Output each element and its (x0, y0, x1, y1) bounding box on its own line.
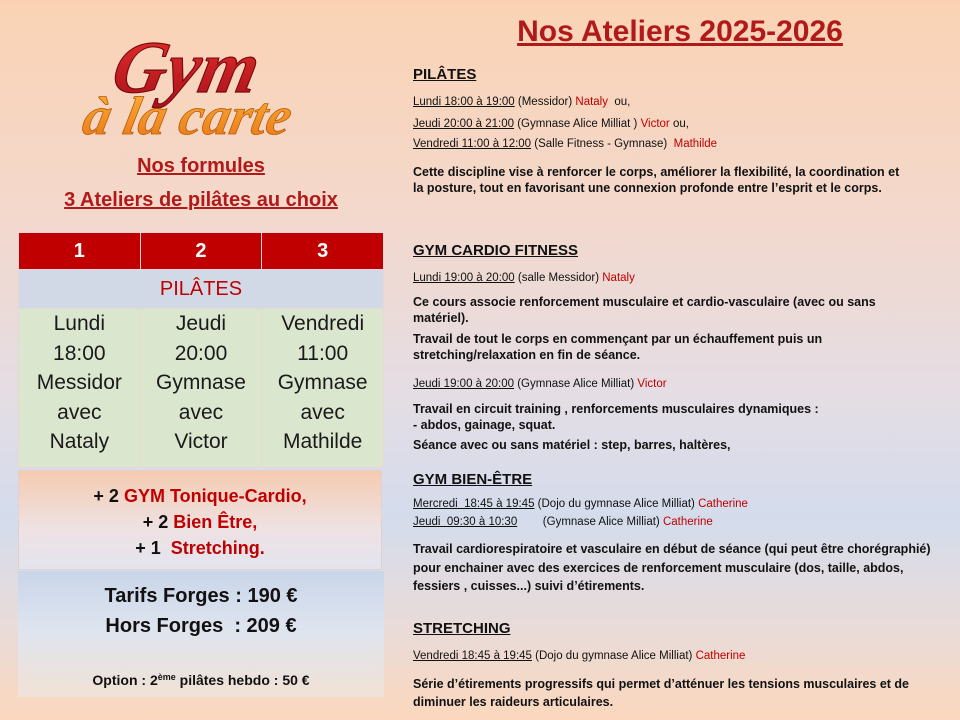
schedule-place: (Dojo du gymnase Alice Milliat) (531, 650, 696, 662)
schedule-time: Jeudi 19:00 à 20:00 (413, 378, 515, 390)
schedule-place: (Gymnase Alice Milliat) (517, 516, 663, 528)
schedule-line (413, 118, 689, 130)
pilates-description: Cette discipline vise à renforcer le corps, améliorer la flexibilité, la coordination et la posture, tout en favorisant une connexion profonde entre l’esprit et le corps. (413, 165, 900, 195)
tarif-hors-forges: Hors Forges : 209 € (105, 615, 297, 637)
logo-gym-text: Gym (105, 26, 268, 109)
section-title-pilates: PILÂTES (413, 66, 477, 83)
extra-label: Stretching. (170, 538, 265, 558)
schedule-place: (Salle Fitness - Gymnase) (531, 138, 674, 150)
tarif-forges: Tarifs Forges : 190 € (104, 585, 298, 607)
schedule-coach: Victor (640, 118, 670, 130)
schedule-place: (Messidor) (514, 96, 576, 108)
coach: Mathilde (282, 430, 363, 453)
extra-count: + 2 (93, 486, 124, 506)
schedule-time: Mercredi 18:45 à 19:45 (413, 498, 535, 510)
schedule-coach: Mathilde (673, 138, 718, 150)
stretching-description: Série d’étirements progressifs qui permet d’atténuer les tensions musculaires et de diminuer les raideurs articulaires. (413, 677, 909, 709)
tarifs-box (18, 571, 384, 697)
coach: Victor (174, 430, 228, 453)
extra-cardio (19, 483, 381, 509)
section-title-cardio: GYM CARDIO FITNESS (413, 242, 579, 259)
with: avec (178, 400, 224, 424)
day: Lundi (53, 312, 106, 335)
extra-count: + 2 (142, 512, 174, 532)
schedule-coach: Catherine (698, 498, 748, 510)
choice-header-2: 2 (140, 233, 262, 270)
formules-subtitle: 3 Ateliers de pilâtes au choix (64, 189, 338, 211)
pilates-choices-table (18, 232, 384, 468)
cardio-description-4: - abdos, gainage, squat. (413, 418, 556, 432)
extra-label: GYM Tonique-Cardio, (123, 486, 307, 506)
choice-header-3: 3 (262, 233, 384, 270)
extra-label: Bien Être, (173, 512, 258, 532)
place: Gymnase (156, 371, 246, 394)
schedule-coach: Nataly (575, 96, 608, 108)
place: Messidor (36, 371, 122, 394)
pilates-category: PILÂTES (19, 270, 384, 309)
time: 18:00 (53, 341, 106, 365)
schedule-coach: Catherine (695, 650, 746, 662)
page-title: Nos Ateliers 2025-2026 (517, 15, 843, 48)
gym-a-la-carte-logo (78, 14, 328, 149)
schedule-coach: Nataly (602, 272, 635, 284)
section-title-stretching: STRETCHING (413, 620, 511, 637)
extra-bien-etre (19, 509, 381, 535)
bien-etre-description: Travail cardiorespiratoire et vasculaire en début de séance (qui peut être chorégraphié) pour enchainer avec des exercices de renforcement musculaire (dos, taille, abdos, fessiers , cuisses...) suivi d’étirements. (413, 542, 931, 593)
place: Gymnase (277, 371, 368, 394)
schedule-time: Vendredi 11:00 à 12:00 (413, 138, 532, 150)
schedule-place: (Gymnase Alice Milliat ) (514, 118, 641, 130)
schedule-line (413, 138, 717, 150)
option-prefix: Option : 2 (92, 672, 158, 688)
with: avec (57, 400, 102, 424)
cardio-description-1: Ce cours associe renforcement musculaire et cardio-vasculaire (avec ou sans matériel). (413, 295, 876, 325)
formules-title: Nos formules (137, 155, 265, 177)
extra-stretching (19, 535, 381, 561)
schedule-tail: ou, (669, 118, 689, 130)
day: Jeudi (175, 312, 227, 335)
time: 11:00 (297, 341, 349, 365)
schedule-line (413, 272, 635, 284)
schedule-coach: Catherine (662, 516, 713, 528)
table-header-row (19, 233, 384, 270)
choice-cell-3 (262, 309, 384, 468)
day: Vendredi (281, 312, 365, 335)
option-price (18, 672, 384, 688)
with: avec (300, 400, 345, 424)
option-sup: ème (157, 672, 176, 682)
logo-a-la-carte-text: à la carte (78, 85, 298, 146)
time: 20:00 (174, 341, 228, 365)
choice-cell-1 (19, 309, 141, 468)
schedule-line (413, 96, 630, 108)
schedule-coach: Victor (637, 378, 667, 390)
choice-header-1: 1 (19, 233, 141, 270)
schedule-time: Lundi 19:00 à 20:00 (413, 272, 515, 284)
schedule-line (413, 498, 748, 510)
table-schedule-row (19, 309, 384, 468)
schedule-time: Vendredi 18:45 à 19:45 (413, 650, 532, 662)
schedule-line (413, 378, 667, 390)
option-suffix: pilâtes hebdo : 50 € (175, 672, 310, 688)
coach: Nataly (49, 430, 110, 453)
cardio-description-3: Travail en circuit training , renforcements musculaires dynamiques : (413, 402, 819, 416)
schedule-line (413, 516, 713, 528)
schedule-time: Jeudi 09:30 à 10:30 (413, 516, 518, 528)
schedule-place: (salle Messidor) (514, 272, 603, 284)
extra-courses-box (18, 470, 382, 570)
schedule-place: (Dojo du gymnase Alice Milliat) (534, 498, 699, 510)
schedule-tail: ou, (608, 96, 631, 108)
cardio-description-5: Séance avec ou sans matériel : step, barres, haltères, (413, 438, 731, 452)
choice-cell-2 (140, 309, 262, 468)
schedule-time: Jeudi 20:00 à 21:00 (413, 118, 515, 130)
table-category-row (19, 270, 384, 309)
extra-count: + 1 (135, 538, 171, 558)
cardio-description-2: Travail de tout le corps en commençant par un échauffement puis un stretching/relaxation en fin de séance. (413, 332, 823, 362)
section-title-bien-etre: GYM BIEN-ÊTRE (413, 471, 533, 488)
schedule-place: (Gymnase Alice Milliat) (514, 378, 638, 390)
schedule-time: Lundi 18:00 à 19:00 (413, 96, 515, 108)
schedule-line (413, 650, 745, 662)
